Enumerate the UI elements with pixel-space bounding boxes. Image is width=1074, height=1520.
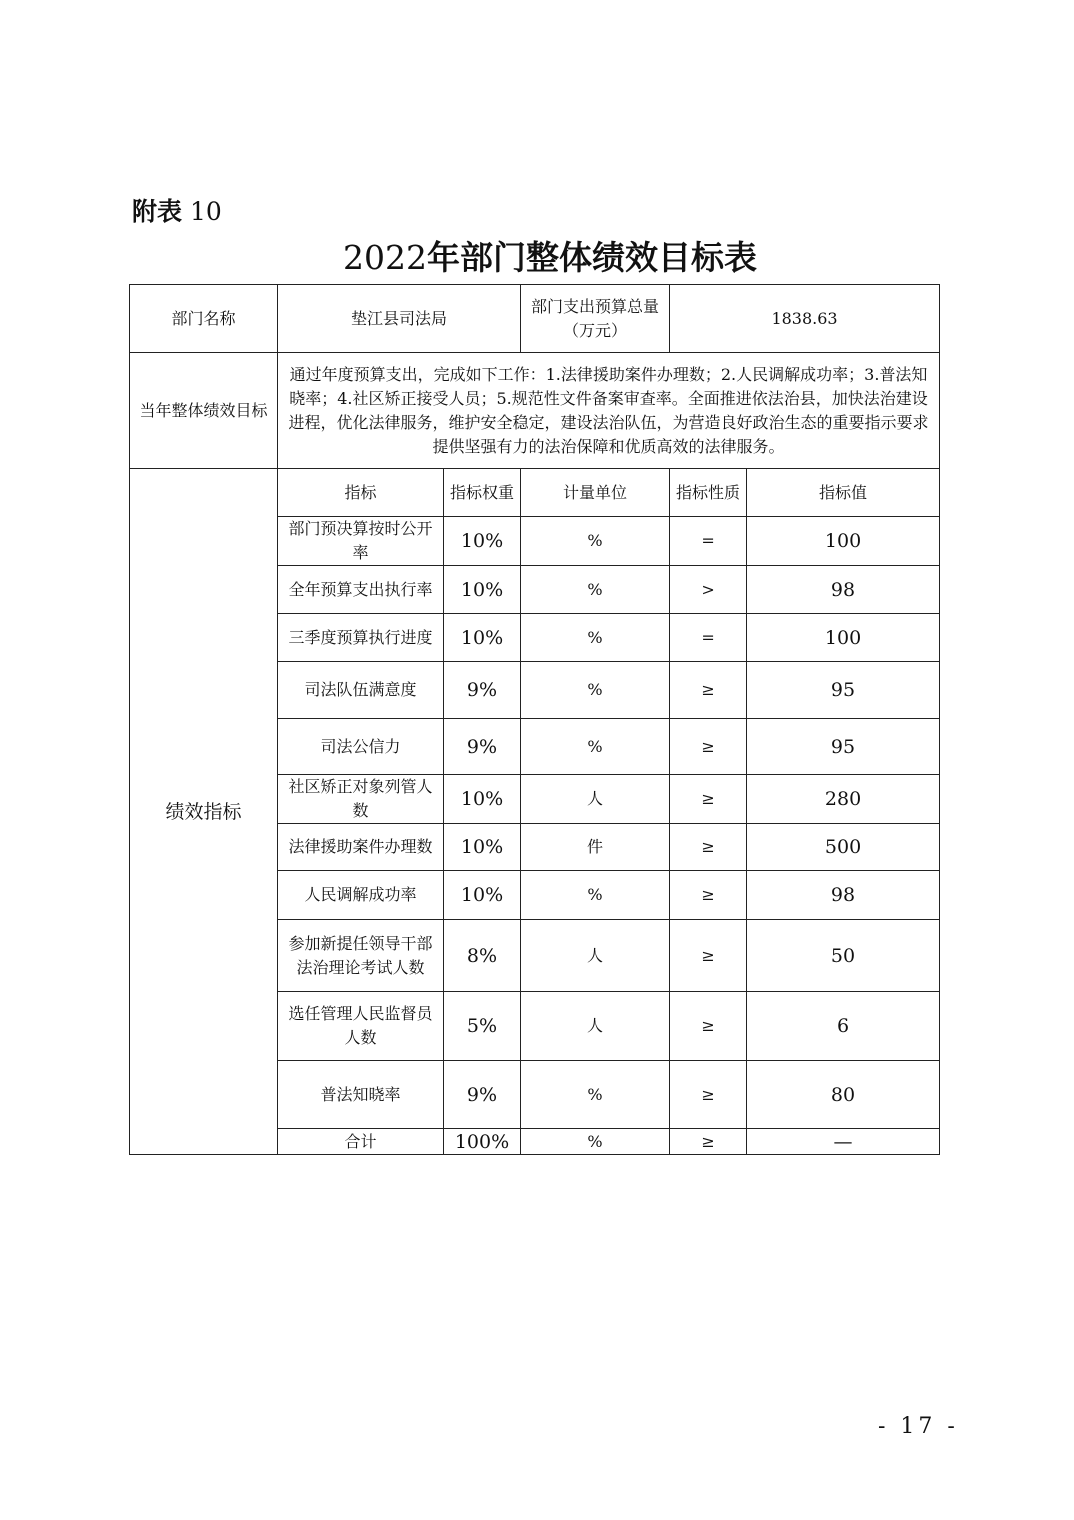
indicator-value: 100 xyxy=(747,614,940,662)
column-header: 计量单位 xyxy=(521,469,670,517)
indicator-nature: ≥ xyxy=(670,992,747,1061)
dept-row xyxy=(130,285,940,353)
indicator-unit: 人 xyxy=(521,992,670,1061)
indicator-value: 95 xyxy=(747,662,940,719)
indicator-nature: ≥ xyxy=(670,1129,747,1155)
indicator-name: 普法知晓率 xyxy=(278,1061,444,1129)
indicator-unit: % xyxy=(521,719,670,775)
indicator-weight: 10% xyxy=(444,871,521,920)
indicator-weight: 100% xyxy=(444,1129,521,1155)
indicator-weight: 10% xyxy=(444,775,521,824)
indicator-name: 合计 xyxy=(278,1129,444,1155)
indicator-weight: 10% xyxy=(444,517,521,566)
indicator-value: 80 xyxy=(747,1061,940,1129)
indicator-unit: % xyxy=(521,1129,670,1155)
indicator-value: 500 xyxy=(747,824,940,871)
column-header: 指标性质 xyxy=(670,469,747,517)
budget-value: 1838.63 xyxy=(670,285,940,353)
indicator-value: 50 xyxy=(747,920,940,992)
indicator-nature: ≥ xyxy=(670,871,747,920)
goal-label: 当年整体绩效目标 xyxy=(130,353,278,469)
annex-number: 10 xyxy=(189,197,222,226)
indicator-value: 100 xyxy=(747,517,940,566)
indicator-value: 98 xyxy=(747,871,940,920)
indicator-unit: % xyxy=(521,517,670,566)
indicator-weight: 9% xyxy=(444,1061,521,1129)
indicator-value: 280 xyxy=(747,775,940,824)
indicator-weight: 9% xyxy=(444,662,521,719)
indicator-value: 98 xyxy=(747,566,940,614)
indicator-nature: ≥ xyxy=(670,1061,747,1129)
indicator-unit: 人 xyxy=(521,920,670,992)
indicator-name: 部门预决算按时公开率 xyxy=(278,517,444,566)
column-header: 指标值 xyxy=(747,469,940,517)
goal-text: 通过年度预算支出，完成如下工作：1.法律援助案件办理数；2.人民调解成功率；3.普法知晓率；4.社区矫正接受人员；5.规范性文件备案审查率。全面推进依法治县，加快法治建设进程，优化法律服务，维护安全稳定，建设法治队伍，为营造良好政治生态的重要指示要求提供坚强有力的法治保障和优质高效的法律服务。 xyxy=(278,353,940,469)
indicator-name: 三季度预算执行进度 xyxy=(278,614,444,662)
indicator-name: 司法公信力 xyxy=(278,719,444,775)
indicator-unit: 件 xyxy=(521,824,670,871)
column-header: 指标 xyxy=(278,469,444,517)
indicator-weight: 10% xyxy=(444,824,521,871)
indicator-name: 全年预算支出执行率 xyxy=(278,566,444,614)
indicator-nature: > xyxy=(670,566,747,614)
indicator-weight: 10% xyxy=(444,566,521,614)
indicator-nature: ≥ xyxy=(670,824,747,871)
indicator-nature: ≥ xyxy=(670,920,747,992)
indicator-name: 人民调解成功率 xyxy=(278,871,444,920)
indicator-nature: ≥ xyxy=(670,662,747,719)
indicator-header-row xyxy=(130,469,940,517)
indicator-nature: = xyxy=(670,614,747,662)
indicator-weight: 9% xyxy=(444,719,521,775)
indicator-unit: % xyxy=(521,614,670,662)
indicator-unit: % xyxy=(521,566,670,614)
indicator-name: 司法队伍满意度 xyxy=(278,662,444,719)
dept-name: 垫江县司法局 xyxy=(278,285,521,353)
dept-label: 部门名称 xyxy=(130,285,278,353)
indicator-value: — xyxy=(747,1129,940,1155)
annex-label xyxy=(132,196,222,228)
indicator-value: 95 xyxy=(747,719,940,775)
indicator-nature: ≥ xyxy=(670,775,747,824)
indicator-name: 法律援助案件办理数 xyxy=(278,824,444,871)
title-year: 2022 xyxy=(343,238,427,277)
page-number: - 17 - xyxy=(878,1414,959,1439)
annex-word: 附表 xyxy=(132,197,183,226)
indicator-nature: ≥ xyxy=(670,719,747,775)
indicator-weight: 8% xyxy=(444,920,521,992)
indicator-unit: % xyxy=(521,1061,670,1129)
indicator-weight: 10% xyxy=(444,614,521,662)
performance-table xyxy=(129,284,940,1155)
indicator-name: 社区矫正对象列管人数 xyxy=(278,775,444,824)
indicator-unit: 人 xyxy=(521,775,670,824)
performance-section-label: 绩效指标 xyxy=(130,469,278,1155)
indicator-name: 参加新提任领导干部法治理论考试人数 xyxy=(278,920,444,992)
indicator-value: 6 xyxy=(747,992,940,1061)
indicator-unit: % xyxy=(521,871,670,920)
column-header: 指标权重 xyxy=(444,469,521,517)
goal-row xyxy=(130,353,940,469)
indicator-nature: = xyxy=(670,517,747,566)
indicator-name: 选任管理人民监督员人数 xyxy=(278,992,444,1061)
title-text: 年部门整体绩效目标表 xyxy=(426,238,757,277)
budget-label: 部门支出预算总量（万元） xyxy=(521,285,670,353)
indicator-unit: % xyxy=(521,662,670,719)
page-title xyxy=(0,236,1074,280)
indicator-weight: 5% xyxy=(444,992,521,1061)
